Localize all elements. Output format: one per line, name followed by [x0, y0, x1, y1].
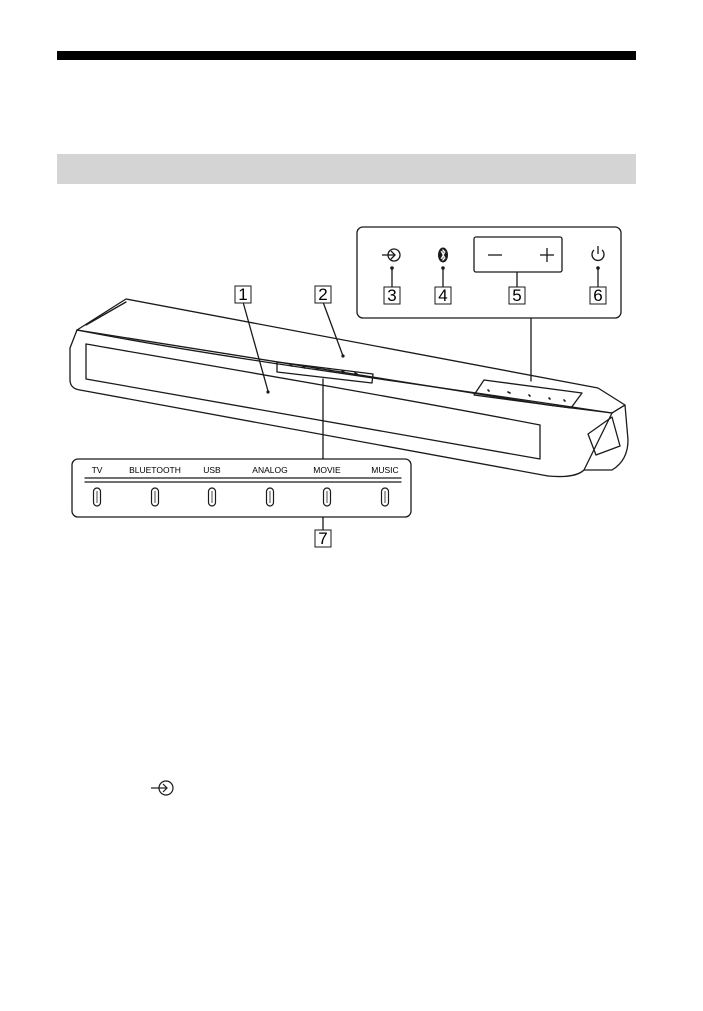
indicator-label-bluetooth: BLUETOOTH: [129, 465, 181, 475]
callout-4: 4: [438, 286, 448, 305]
callout-6: 6: [593, 286, 603, 305]
callout-7: 7: [318, 529, 328, 548]
indicator-label-usb: USB: [203, 465, 221, 475]
indicators-detail-box: [72, 459, 411, 517]
indicator-label-music: MUSIC: [371, 465, 399, 475]
input-icon: [382, 249, 400, 261]
indicator-label-tv: TV: [91, 465, 103, 475]
power-icon: [592, 246, 604, 260]
bluetooth-icon: [438, 248, 448, 263]
indicator-label-analog: ANALOG: [252, 465, 288, 475]
callout-1: 1: [238, 285, 248, 304]
indicator-label-movie: MOVIE: [313, 465, 341, 475]
touch-panel-dots: [488, 390, 565, 401]
volume-plus-icon: [540, 248, 554, 262]
callout-5: 5: [512, 286, 522, 305]
soundbar-body: [70, 299, 628, 477]
callout-3: 3: [387, 286, 397, 305]
input-icon: [149, 778, 175, 798]
callout-2: 2: [318, 285, 328, 304]
